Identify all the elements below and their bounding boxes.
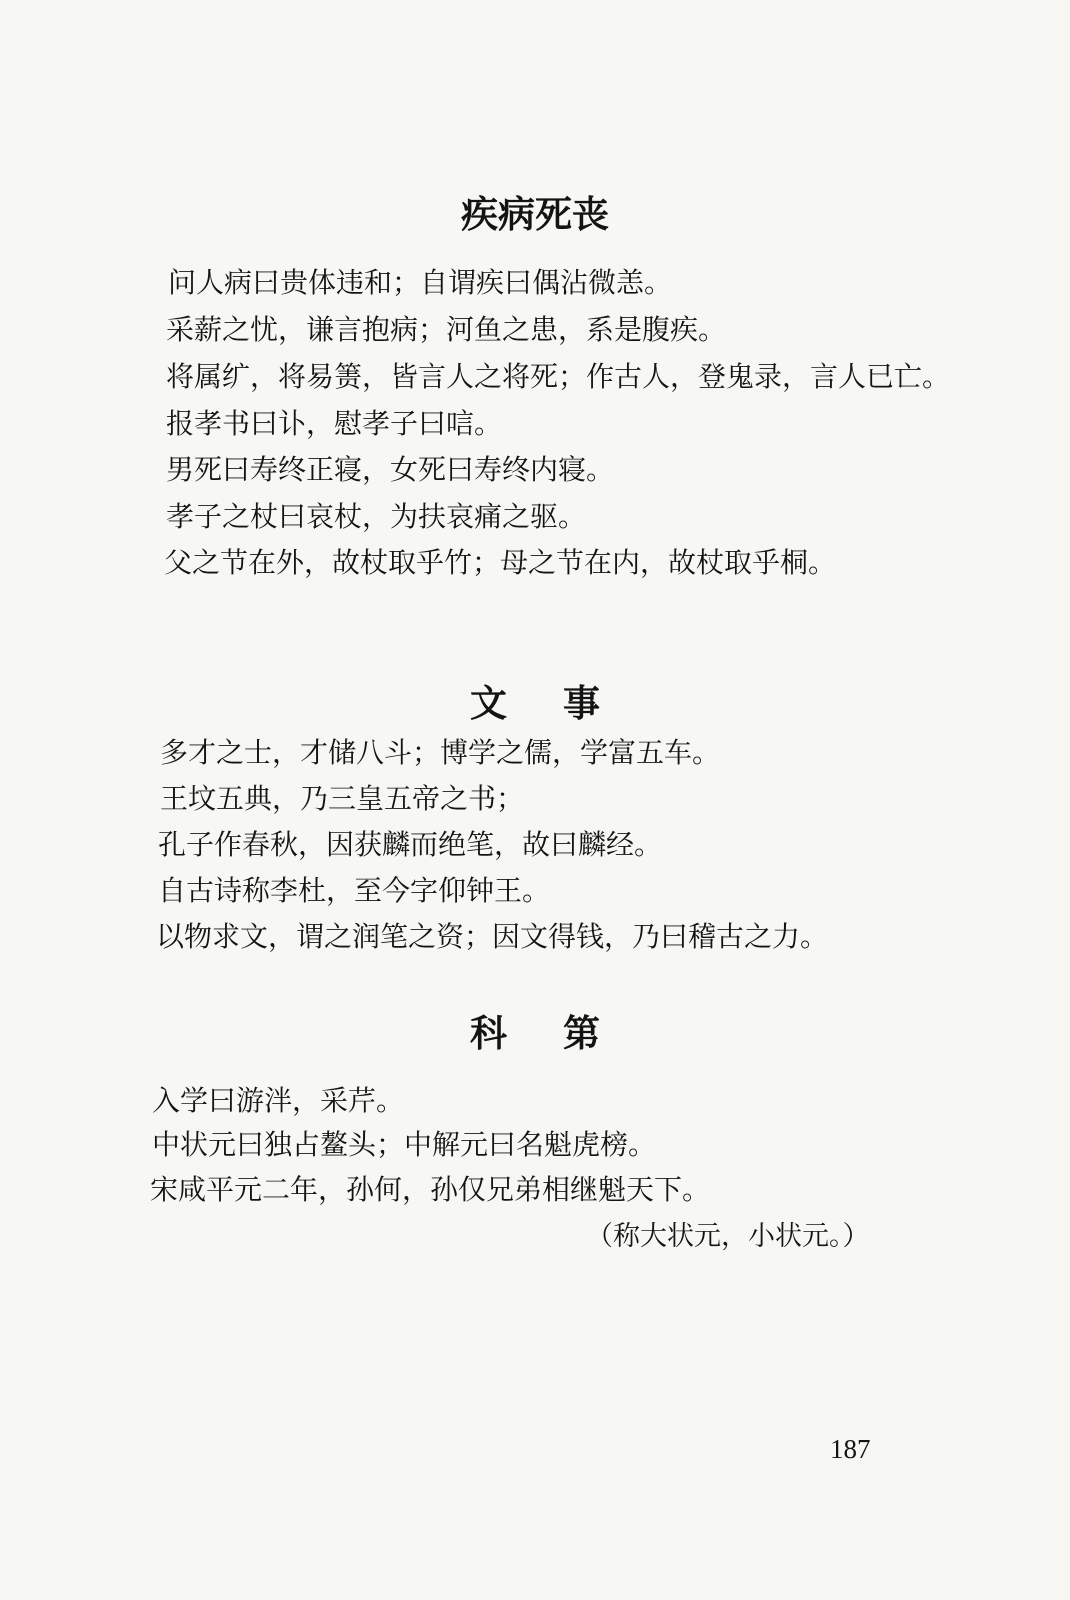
text-line: 中状元曰独占鳌头；中解元曰名魁虎榜。 bbox=[152, 1128, 657, 1161]
text-line: 父之节在外，故杖取乎竹；母之节在内，故杖取乎桐。 bbox=[164, 546, 837, 579]
page-number: 187 bbox=[830, 1434, 871, 1464]
text-line: 采薪之忧，谦言抱病；河鱼之患，系是腹疾。 bbox=[166, 313, 727, 346]
text-line: 问人病曰贵体违和；自谓疾曰偶沾微恙。 bbox=[168, 266, 673, 299]
text-line: 孔子作春秋，因获麟而绝笔，故曰麟经。 bbox=[158, 828, 663, 861]
text-line: 男死曰寿终正寝，女死曰寿终内寝。 bbox=[166, 453, 615, 486]
text-line: 入学曰游泮，采芹。 bbox=[152, 1084, 405, 1117]
section-heading-literary-affairs: 文事 bbox=[470, 682, 656, 725]
section-heading-illness-death: 疾病死丧 bbox=[461, 193, 609, 236]
text-line: 孝子之杖曰哀杖，为扶哀痛之驱。 bbox=[166, 500, 587, 533]
annotation-note: （称大状元，小状元。） bbox=[586, 1221, 870, 1252]
section-heading-examinations: 科第 bbox=[470, 1012, 656, 1055]
text-line: 以物求文，谓之润笔之资；因文得钱，乃曰稽古之力。 bbox=[156, 920, 829, 953]
text-line: 自古诗称李杜，至今字仰钟王。 bbox=[158, 874, 551, 907]
text-line: 宋咸平元二年，孙何，孙仅兄弟相继魁天下。 bbox=[150, 1173, 711, 1206]
text-line: 多才之士，才储八斗；博学之儒，学富五车。 bbox=[160, 736, 721, 769]
text-line: 王坟五典，乃三皇五帝之书； bbox=[160, 782, 525, 815]
text-line: 报孝书曰讣，慰孝子曰唁。 bbox=[166, 407, 503, 440]
text-line: 将属纩，将易箦，皆言人之将死；作古人，登鬼录，言人已亡。 bbox=[166, 360, 951, 393]
